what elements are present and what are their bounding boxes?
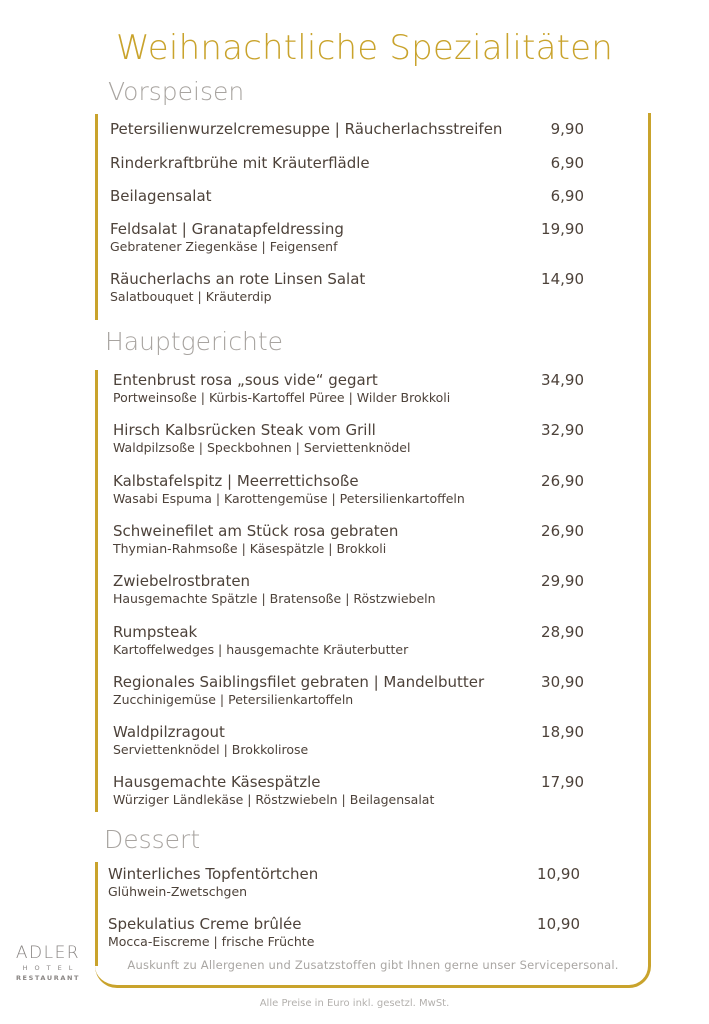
item-description: Wasabi Espuma | Karottengemüse | Petersilienkartoffeln [113, 491, 465, 506]
logo-line-3: RESTAURANT [15, 974, 81, 982]
item-price: 10,90 [537, 915, 580, 933]
item-description: Mocca-Eiscreme | frische Früchte [108, 934, 315, 949]
item-description: Salatbouquet | Kräuterdip [110, 289, 272, 304]
menu-item [113, 472, 584, 507]
item-name: Winterliches Topfentörtchen [108, 865, 319, 883]
item-name: Hausgemachte Käsespätzle [113, 773, 321, 791]
item-price: 30,90 [541, 673, 584, 691]
adler-hotel-logo [12, 944, 84, 983]
item-description: Würziger Ländlekäse | Röstzwiebeln | Beilagensalat [113, 792, 435, 807]
dessert-gold-bar [95, 862, 98, 966]
section-heading-starters: Vorspeisen [108, 77, 245, 106]
item-price: 28,90 [541, 623, 584, 641]
item-name: Petersilienwurzelcremesuppe | Räucherlachsstreifen [110, 120, 503, 138]
item-price: 26,90 [541, 472, 584, 490]
item-price: 19,90 [541, 220, 584, 238]
item-name: Beilagensalat [110, 187, 212, 205]
item-description: Thymian-Rahmsoße | Käsespätzle | Brokkoli [113, 541, 387, 556]
item-name: Rumpsteak [113, 623, 198, 641]
item-name: Waldpilzragout [113, 723, 225, 741]
item-name: Kalbstafelspitz | Meerrettichsoße [113, 472, 359, 490]
item-description: Gebratener Ziegenkäse | Feigensenf [110, 239, 338, 254]
item-price: 34,90 [541, 371, 584, 389]
item-name: Rinderkraftbrühe mit Kräuterflädle [110, 154, 370, 172]
menu-item [113, 623, 584, 658]
item-price: 6,90 [550, 154, 584, 172]
item-name: Hirsch Kalbsrücken Steak vom Grill [113, 421, 376, 439]
menu-item [108, 865, 580, 900]
menu-item [113, 371, 584, 406]
item-price: 9,90 [550, 120, 584, 138]
mains-gold-bar [95, 370, 98, 812]
item-name: Regionales Saiblingsfilet gebraten | Mandelbutter [113, 673, 485, 691]
section-heading-mains: Hauptgerichte [105, 327, 284, 356]
logo-line-2: HOTEL [22, 964, 80, 972]
starters-gold-bar [95, 114, 98, 320]
section-heading-dessert: Dessert [104, 825, 201, 854]
menu-item [110, 154, 584, 172]
item-description: Portweinsoße | Kürbis-Kartoffel Püree | Wilder Brokkoli [113, 390, 451, 405]
item-price: 18,90 [541, 723, 584, 741]
menu-item [113, 522, 584, 557]
item-price: 17,90 [541, 773, 584, 791]
item-description: Waldpilzsoße | Speckbohnen | Serviettenknödel [113, 440, 411, 455]
menu-title: Weihnachtliche Spezialitäten [115, 28, 614, 68]
item-price: 6,90 [550, 187, 584, 205]
menu-item [110, 120, 584, 138]
menu-item [110, 270, 584, 305]
menu-item [113, 673, 584, 708]
item-description: Kartoffelwedges | hausgemachte Kräuterbutter [113, 642, 409, 657]
item-name: Spekulatius Creme brûlée [108, 915, 302, 933]
item-name: Zwiebelrostbraten [113, 572, 251, 590]
item-name: Schweinefilet am Stück rosa gebraten [113, 522, 399, 540]
menu-item [113, 572, 584, 607]
menu-item [113, 773, 584, 808]
item-description: Zucchinigemüse | Petersilienkartoffeln [113, 692, 354, 707]
item-price: 29,90 [541, 572, 584, 590]
logo-line-1: ADLER [15, 943, 81, 963]
menu-item [108, 915, 580, 950]
item-description: Glühwein-Zwetschgen [108, 884, 248, 899]
item-description: Serviettenknödel | Brokkolirose [113, 742, 309, 757]
item-name: Räucherlachs an rote Linsen Salat [110, 270, 366, 288]
item-name: Entenbrust rosa „sous vide“ gegart [113, 371, 378, 389]
item-description: Hausgemachte Spätzle | Bratensoße | Röstzwiebeln [113, 591, 436, 606]
menu-item [113, 421, 584, 456]
allergen-note: Auskunft zu Allergenen und Zusatzstoffen gibt Ihnen gerne unser Servicepersonal. [127, 958, 619, 972]
price-footer-note: Alle Preise in Euro inkl. gesetzl. MwSt. [259, 998, 450, 1009]
item-price: 14,90 [541, 270, 584, 288]
menu-item [110, 220, 584, 255]
item-price: 26,90 [541, 522, 584, 540]
item-price: 10,90 [537, 865, 580, 883]
menu-item [110, 187, 584, 205]
item-name: Feldsalat | Granatapfeldressing [110, 220, 344, 238]
menu-item [113, 723, 584, 758]
item-price: 32,90 [541, 421, 584, 439]
